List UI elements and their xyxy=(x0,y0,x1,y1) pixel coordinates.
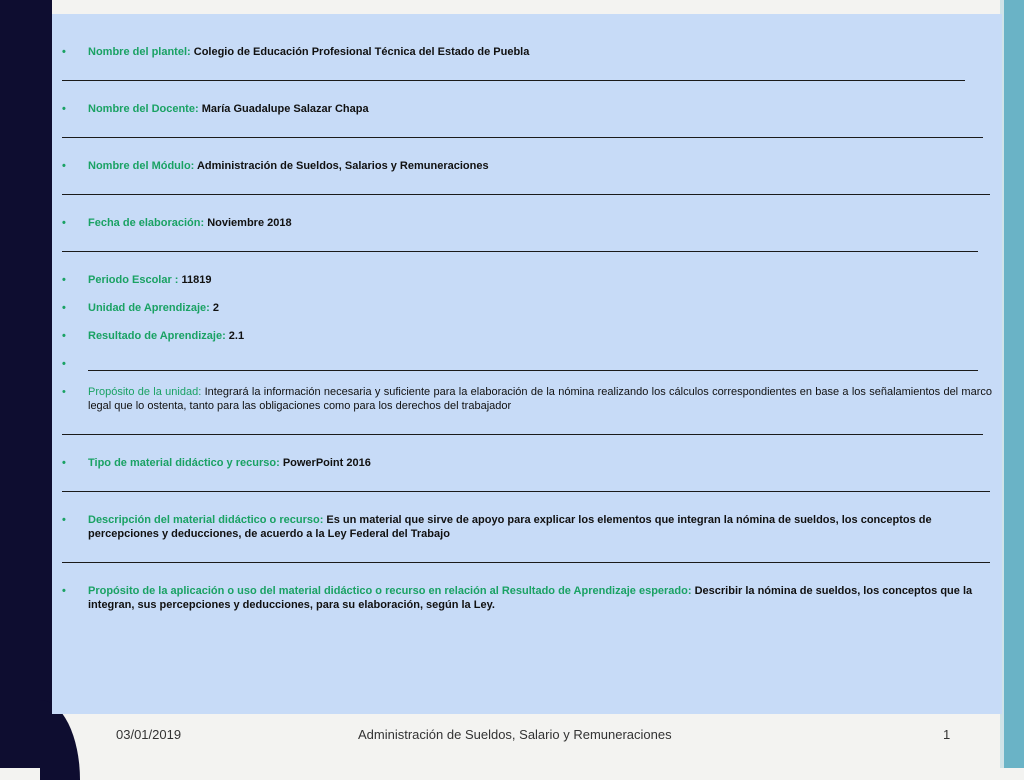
right-teal-band xyxy=(1004,0,1024,768)
separator-line xyxy=(62,477,990,492)
item-value: Colegio de Educación Profesional Técnica del Estado de Puebla xyxy=(193,46,530,58)
bullet-icon: • xyxy=(62,217,66,229)
list-item-proposito-aplicacion xyxy=(62,584,992,612)
list-item-descripcion xyxy=(62,513,992,541)
item-label: Propósito de la aplicación o uso del material didáctico o recurso en relación al Resultado de Aprendizaje esperado: xyxy=(88,585,695,597)
footer-title: Administración de Sueldos, Salario y Remuneraciones xyxy=(358,727,672,742)
list-item-docente xyxy=(62,102,992,116)
separator-line xyxy=(62,548,990,563)
item-value: Es un material que sirve de apoyo para explicar los elementos que integran la nómina de sueldos, los conceptos de percepciones y deducciones, de acuerdo a la Ley Federal del Trabajo xyxy=(88,514,932,540)
bullet-icon: • xyxy=(62,457,66,469)
item-value: Integrará la información necesaria y suficiente para la elaboración de la nómina realizando los cálculos correspondientes en base a los señalamientos del marco legal que lo ostenta, tanto para las obligaciones como para los derechos del trabajador xyxy=(88,386,992,412)
item-value: María Guadalupe Salazar Chapa xyxy=(201,103,369,115)
bullet-icon: • xyxy=(62,274,66,286)
item-label: Nombre del plantel: xyxy=(88,46,194,58)
list-item-proposito-unidad xyxy=(62,385,992,413)
item-value: Describir la nómina de sueldos, los conceptos que la integran, sus percepciones y deducciones, para su elaboración, según la Ley. xyxy=(88,585,973,611)
list-item-resultado xyxy=(62,329,992,343)
bullet-icon: • xyxy=(62,46,66,58)
item-label: Periodo Escolar : xyxy=(88,274,182,286)
separator-line xyxy=(62,237,978,252)
bullet-icon: • xyxy=(62,585,66,597)
list-item-periodo xyxy=(62,273,992,287)
list-item-fecha xyxy=(62,216,992,230)
item-label: Resultado de Aprendizaje: xyxy=(88,330,229,342)
bullet-icon: • xyxy=(62,330,66,342)
item-label: Nombre del Módulo: xyxy=(88,160,197,172)
content-panel xyxy=(52,14,1002,714)
bullet-icon: • xyxy=(62,302,66,314)
item-label: Descripción del material didáctico o recurso: xyxy=(88,514,327,526)
item-value: Noviembre 2018 xyxy=(207,217,292,229)
bullet-icon: • xyxy=(62,386,66,398)
item-label: Fecha de elaboración: xyxy=(88,217,208,229)
item-value: 11819 xyxy=(181,274,212,286)
list-item-unidad xyxy=(62,301,992,315)
item-value: 2.1 xyxy=(228,330,245,342)
bullet-icon: • xyxy=(62,160,66,172)
info-list xyxy=(62,45,992,612)
footer-page-number: 1 xyxy=(943,727,951,742)
separator-line xyxy=(62,420,983,435)
bullet-icon: • xyxy=(62,358,66,370)
item-label: Tipo de material didáctico y recurso: xyxy=(88,457,283,469)
separator-line xyxy=(62,123,983,138)
list-item-plantel xyxy=(62,45,992,59)
separator-line xyxy=(62,66,965,81)
item-value: PowerPoint 2016 xyxy=(282,457,371,469)
separator-line xyxy=(62,180,990,195)
list-item-tipo-material xyxy=(62,456,992,470)
item-value: Administración de Sueldos, Salarios y Remuneraciones xyxy=(196,160,489,172)
bullet-icon: • xyxy=(62,103,66,115)
left-dark-band xyxy=(0,0,52,768)
footer-date: 03/01/2019 xyxy=(116,727,182,742)
list-item-modulo xyxy=(62,159,992,173)
item-label: Unidad de Aprendizaje: xyxy=(88,302,213,314)
bullet-icon: • xyxy=(62,514,66,526)
item-label: Propósito de la unidad: xyxy=(88,386,205,398)
item-value: 2 xyxy=(212,302,220,314)
separator-line xyxy=(88,357,978,371)
item-label: Nombre del Docente: xyxy=(88,103,202,115)
list-item-blank xyxy=(62,357,992,371)
